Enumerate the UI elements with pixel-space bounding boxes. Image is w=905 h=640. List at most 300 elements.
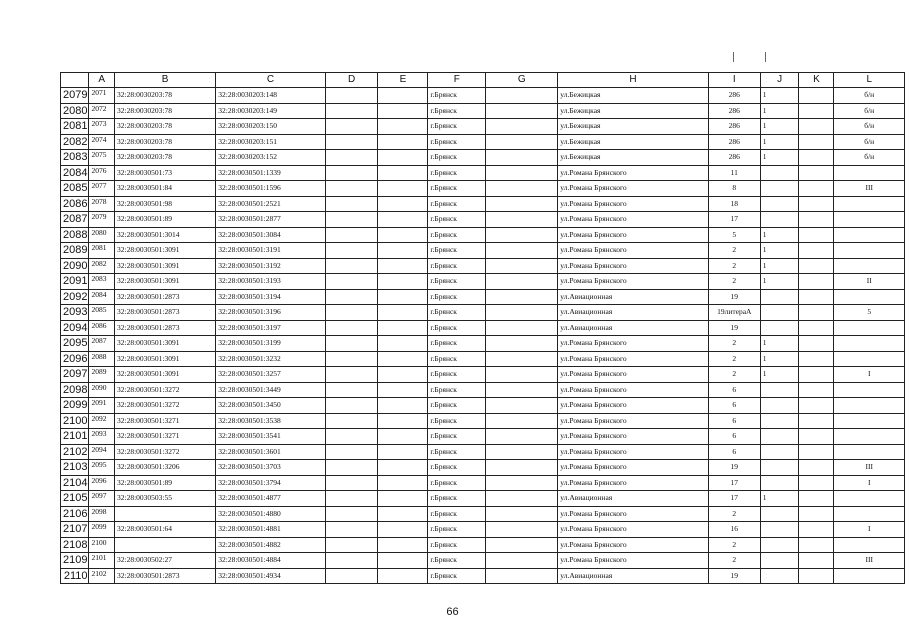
- cell-j: [760, 181, 799, 197]
- cell-d: [325, 181, 378, 197]
- cell-k: [799, 413, 834, 429]
- cell-i: 6: [708, 398, 760, 414]
- spreadsheet-table: [60, 72, 905, 584]
- row-number: 2093: [61, 305, 89, 321]
- cell-b: 32:28:0030501:3272: [115, 382, 216, 398]
- cell-k: [799, 336, 834, 352]
- cell-k: [799, 475, 834, 491]
- cell-e: [378, 212, 428, 228]
- table-row: [61, 289, 905, 305]
- cell-f: г.Брянск: [428, 134, 486, 150]
- cell-c: 32:28:0030203:151: [216, 134, 326, 150]
- cell-a: 2094: [89, 444, 115, 460]
- cell-g: [486, 119, 558, 135]
- cell-l: I: [834, 475, 905, 491]
- cell-i: 2: [708, 367, 760, 383]
- cell-g: [486, 212, 558, 228]
- table-row: [61, 506, 905, 522]
- cell-l: 5: [834, 305, 905, 321]
- cell-i: 19: [708, 289, 760, 305]
- cell-c: 32:28:0030501:4877: [216, 491, 326, 507]
- cell-e: [378, 134, 428, 150]
- cell-l: [834, 506, 905, 522]
- cell-a: 2078: [89, 196, 115, 212]
- cell-e: [378, 553, 428, 569]
- cell-c: 32:28:0030501:3449: [216, 382, 326, 398]
- cell-b: 32:28:0030501:3014: [115, 227, 216, 243]
- cell-h: ул.Романа Брянского: [558, 398, 709, 414]
- cell-d: [325, 119, 378, 135]
- cell-c: 32:28:0030501:3450: [216, 398, 326, 414]
- row-number: 2081: [61, 119, 89, 135]
- cell-e: [378, 119, 428, 135]
- cell-k: [799, 103, 834, 119]
- cell-c: 32:28:0030203:150: [216, 119, 326, 135]
- cell-k: [799, 134, 834, 150]
- cell-a: 2072: [89, 103, 115, 119]
- cell-e: [378, 382, 428, 398]
- cell-b: 32:28:0030501:2873: [115, 305, 216, 321]
- table-row: [61, 274, 905, 290]
- cell-a: 2091: [89, 398, 115, 414]
- cell-j: [760, 413, 799, 429]
- cell-j: 1: [760, 227, 799, 243]
- column-header-k: K: [799, 73, 834, 88]
- cell-i: 17: [708, 475, 760, 491]
- cell-h: ул.Романа Брянского: [558, 351, 709, 367]
- cell-c: 32:28:0030501:4881: [216, 522, 326, 538]
- cell-a: 2088: [89, 351, 115, 367]
- cell-j: 1: [760, 134, 799, 150]
- cell-b: 32:28:0030501:3091: [115, 274, 216, 290]
- cell-j: [760, 289, 799, 305]
- cell-f: г.Брянск: [428, 429, 486, 445]
- column-header-a: A: [89, 73, 115, 88]
- cell-f: г.Брянск: [428, 103, 486, 119]
- cell-j: 1: [760, 243, 799, 259]
- cell-j: [760, 320, 799, 336]
- cell-a: 2089: [89, 367, 115, 383]
- cell-h: ул.Романа Брянского: [558, 553, 709, 569]
- cell-g: [486, 413, 558, 429]
- cell-d: [325, 336, 378, 352]
- cell-d: [325, 475, 378, 491]
- cell-a: 2073: [89, 119, 115, 135]
- cell-l: б/н: [834, 103, 905, 119]
- cell-j: [760, 568, 799, 584]
- cell-c: 32:28:0030501:4884: [216, 553, 326, 569]
- cell-k: [799, 305, 834, 321]
- cell-b: 32:28:0030501:98: [115, 196, 216, 212]
- cell-e: [378, 103, 428, 119]
- table-row: [61, 568, 905, 584]
- cell-h: ул.Романа Брянского: [558, 165, 709, 181]
- column-header-row: [61, 73, 905, 88]
- cell-c: 32:28:0030501:2521: [216, 196, 326, 212]
- cell-g: [486, 568, 558, 584]
- row-number: 2095: [61, 336, 89, 352]
- cell-l: [834, 227, 905, 243]
- cell-l: [834, 568, 905, 584]
- column-header-j: J: [760, 73, 799, 88]
- column-header-l: L: [834, 73, 905, 88]
- cell-l: [834, 444, 905, 460]
- cell-h: ул.Романа Брянского: [558, 181, 709, 197]
- row-number: 2084: [61, 165, 89, 181]
- cell-k: [799, 367, 834, 383]
- cell-j: [760, 305, 799, 321]
- cell-c: 32:28:0030501:4882: [216, 537, 326, 553]
- cell-f: г.Брянск: [428, 537, 486, 553]
- cell-i: 2: [708, 553, 760, 569]
- cell-j: 1: [760, 258, 799, 274]
- cell-a: 2079: [89, 212, 115, 228]
- table-row: [61, 336, 905, 352]
- cell-a: 2097: [89, 491, 115, 507]
- cell-l: [834, 336, 905, 352]
- cell-e: [378, 320, 428, 336]
- cell-h: ул.Романа Брянского: [558, 475, 709, 491]
- cell-e: [378, 181, 428, 197]
- cell-j: [760, 522, 799, 538]
- cell-b: 32:28:0030501:89: [115, 475, 216, 491]
- cell-f: г.Брянск: [428, 475, 486, 491]
- cell-i: 2: [708, 243, 760, 259]
- cell-l: [834, 289, 905, 305]
- cell-c: 32:28:0030203:149: [216, 103, 326, 119]
- cell-e: [378, 413, 428, 429]
- row-number: 2105: [61, 491, 89, 507]
- cell-h: ул.Романа Брянского: [558, 212, 709, 228]
- cell-a: 2085: [89, 305, 115, 321]
- cell-a: 2081: [89, 243, 115, 259]
- table-row: [61, 165, 905, 181]
- table-row: [61, 444, 905, 460]
- table-row: [61, 196, 905, 212]
- cell-c: 32:28:0030501:4934: [216, 568, 326, 584]
- cell-f: г.Брянск: [428, 150, 486, 166]
- cell-j: [760, 460, 799, 476]
- corner-header: [61, 73, 89, 88]
- cell-i: 286: [708, 119, 760, 135]
- row-number: 2098: [61, 382, 89, 398]
- cell-i: 17: [708, 212, 760, 228]
- cell-d: [325, 506, 378, 522]
- cell-h: ул.Бежицкая: [558, 88, 709, 104]
- cell-j: 1: [760, 88, 799, 104]
- cell-k: [799, 165, 834, 181]
- cell-l: [834, 212, 905, 228]
- cell-c: 32:28:0030501:3538: [216, 413, 326, 429]
- cell-l: [834, 165, 905, 181]
- cell-h: ул.Авиационная: [558, 289, 709, 305]
- table-row: [61, 398, 905, 414]
- table-row: [61, 181, 905, 197]
- table-row: [61, 103, 905, 119]
- row-number: 2094: [61, 320, 89, 336]
- cell-k: [799, 88, 834, 104]
- cell-f: г.Брянск: [428, 336, 486, 352]
- cell-f: г.Брянск: [428, 398, 486, 414]
- cell-k: [799, 150, 834, 166]
- cell-e: [378, 88, 428, 104]
- cell-i: 19: [708, 568, 760, 584]
- cell-b: 32:28:0030502:27: [115, 553, 216, 569]
- cell-b: 32:28:0030203:78: [115, 134, 216, 150]
- cell-c: 32:28:0030501:3541: [216, 429, 326, 445]
- cell-i: 11: [708, 165, 760, 181]
- cell-d: [325, 289, 378, 305]
- cell-f: г.Брянск: [428, 460, 486, 476]
- cell-j: 1: [760, 103, 799, 119]
- row-number: 2092: [61, 289, 89, 305]
- cell-k: [799, 289, 834, 305]
- cell-a: 2095: [89, 460, 115, 476]
- cell-a: 2102: [89, 568, 115, 584]
- row-number: 2102: [61, 444, 89, 460]
- row-number: 2107: [61, 522, 89, 538]
- cell-h: ул.Романа Брянского: [558, 522, 709, 538]
- cell-e: [378, 568, 428, 584]
- cell-j: 1: [760, 336, 799, 352]
- table-row: [61, 553, 905, 569]
- cell-l: [834, 320, 905, 336]
- cell-k: [799, 258, 834, 274]
- cell-d: [325, 274, 378, 290]
- cell-f: г.Брянск: [428, 181, 486, 197]
- cell-c: 32:28:0030501:3232: [216, 351, 326, 367]
- cell-j: [760, 196, 799, 212]
- cell-e: [378, 429, 428, 445]
- column-header-d: D: [325, 73, 378, 88]
- cell-c: 32:28:0030501:3196: [216, 305, 326, 321]
- cell-h: ул.Бежицкая: [558, 150, 709, 166]
- cell-e: [378, 227, 428, 243]
- cell-f: г.Брянск: [428, 196, 486, 212]
- cell-d: [325, 134, 378, 150]
- cell-g: [486, 196, 558, 212]
- cell-e: [378, 506, 428, 522]
- cell-l: III: [834, 181, 905, 197]
- cell-j: 1: [760, 351, 799, 367]
- cell-f: г.Брянск: [428, 119, 486, 135]
- cell-k: [799, 196, 834, 212]
- cell-g: [486, 429, 558, 445]
- cell-i: 2: [708, 351, 760, 367]
- cell-h: ул.Романа Брянского: [558, 274, 709, 290]
- cell-h: ул.Бежицкая: [558, 119, 709, 135]
- cell-i: 286: [708, 134, 760, 150]
- row-number: 2104: [61, 475, 89, 491]
- row-number: 2083: [61, 150, 89, 166]
- cell-k: [799, 212, 834, 228]
- cell-j: 1: [760, 119, 799, 135]
- cell-e: [378, 150, 428, 166]
- cell-b: 32:28:0030501:3206: [115, 460, 216, 476]
- row-number: 2089: [61, 243, 89, 259]
- cell-f: г.Брянск: [428, 553, 486, 569]
- cell-c: 32:28:0030501:3192: [216, 258, 326, 274]
- cell-i: 2: [708, 274, 760, 290]
- cell-b: [115, 537, 216, 553]
- cell-f: г.Брянск: [428, 568, 486, 584]
- cell-b: 32:28:0030501:3271: [115, 429, 216, 445]
- table-row: [61, 367, 905, 383]
- cell-i: 286: [708, 103, 760, 119]
- cell-h: ул.Романа Брянского: [558, 258, 709, 274]
- cell-g: [486, 537, 558, 553]
- cell-d: [325, 568, 378, 584]
- cell-b: 32:28:0030501:84: [115, 181, 216, 197]
- table-row: [61, 382, 905, 398]
- cell-l: III: [834, 460, 905, 476]
- cell-a: 2083: [89, 274, 115, 290]
- cell-g: [486, 289, 558, 305]
- cell-k: [799, 491, 834, 507]
- cell-k: [799, 398, 834, 414]
- cell-c: 32:28:0030501:1339: [216, 165, 326, 181]
- cell-g: [486, 506, 558, 522]
- cell-e: [378, 243, 428, 259]
- cell-c: 32:28:0030501:3084: [216, 227, 326, 243]
- cell-a: 2098: [89, 506, 115, 522]
- cell-b: 32:28:0030501:3091: [115, 351, 216, 367]
- cell-g: [486, 398, 558, 414]
- cell-l: б/н: [834, 134, 905, 150]
- cell-f: г.Брянск: [428, 491, 486, 507]
- cell-j: 1: [760, 367, 799, 383]
- cell-h: ул.Авиационная: [558, 491, 709, 507]
- cell-i: 6: [708, 382, 760, 398]
- cell-g: [486, 475, 558, 491]
- cell-j: [760, 444, 799, 460]
- table-row: [61, 460, 905, 476]
- cell-l: [834, 382, 905, 398]
- cell-b: 32:28:0030501:2873: [115, 568, 216, 584]
- cell-b: 32:28:0030501:3091: [115, 243, 216, 259]
- cell-k: [799, 444, 834, 460]
- cell-f: г.Брянск: [428, 320, 486, 336]
- cell-h: ул.Авиационная: [558, 305, 709, 321]
- page-number: 66: [446, 606, 459, 618]
- table-row: [61, 119, 905, 135]
- cell-i: 18: [708, 196, 760, 212]
- cell-b: 32:28:0030501:3091: [115, 336, 216, 352]
- cell-c: 32:28:0030501:3601: [216, 444, 326, 460]
- cell-d: [325, 165, 378, 181]
- cell-d: [325, 305, 378, 321]
- cell-f: г.Брянск: [428, 88, 486, 104]
- cell-a: 2086: [89, 320, 115, 336]
- cell-k: [799, 506, 834, 522]
- table-row: [61, 351, 905, 367]
- cell-e: [378, 336, 428, 352]
- cell-k: [799, 568, 834, 584]
- cell-i: 8: [708, 181, 760, 197]
- cell-h: ул.Романа Брянского: [558, 413, 709, 429]
- cell-g: [486, 382, 558, 398]
- cell-c: 32:28:0030501:3191: [216, 243, 326, 259]
- cell-b: 32:28:0030501:3272: [115, 398, 216, 414]
- cell-l: [834, 537, 905, 553]
- cell-a: 2093: [89, 429, 115, 445]
- cell-d: [325, 88, 378, 104]
- cell-h: ул.Романа Брянского: [558, 444, 709, 460]
- cell-d: [325, 537, 378, 553]
- row-number: 2106: [61, 506, 89, 522]
- cell-g: [486, 227, 558, 243]
- cell-c: 32:28:0030501:3197: [216, 320, 326, 336]
- table-row: [61, 413, 905, 429]
- row-number: 2087: [61, 212, 89, 228]
- cell-e: [378, 398, 428, 414]
- cell-i: 2: [708, 336, 760, 352]
- cell-i: 19: [708, 460, 760, 476]
- cell-g: [486, 336, 558, 352]
- cell-c: 32:28:0030501:4880: [216, 506, 326, 522]
- cell-i: 6: [708, 429, 760, 445]
- cell-a: 2101: [89, 553, 115, 569]
- cell-e: [378, 289, 428, 305]
- cell-i: 286: [708, 150, 760, 166]
- cell-e: [378, 537, 428, 553]
- cell-e: [378, 460, 428, 476]
- cell-d: [325, 196, 378, 212]
- table-row: [61, 522, 905, 538]
- cell-a: 2090: [89, 382, 115, 398]
- cell-c: 32:28:0030203:148: [216, 88, 326, 104]
- cell-l: III: [834, 553, 905, 569]
- cell-j: 1: [760, 150, 799, 166]
- row-number: 2109: [61, 553, 89, 569]
- cell-k: [799, 351, 834, 367]
- cell-b: 32:28:0030501:3091: [115, 367, 216, 383]
- cell-l: I: [834, 522, 905, 538]
- cell-f: г.Брянск: [428, 522, 486, 538]
- cell-i: 6: [708, 413, 760, 429]
- cell-k: [799, 553, 834, 569]
- cell-h: ул.Романа Брянского: [558, 506, 709, 522]
- cell-a: 2077: [89, 181, 115, 197]
- cell-g: [486, 274, 558, 290]
- table-row: [61, 258, 905, 274]
- cell-c: 32:28:0030501:3794: [216, 475, 326, 491]
- cell-f: г.Брянск: [428, 274, 486, 290]
- column-header-f: F: [428, 73, 486, 88]
- cell-l: [834, 351, 905, 367]
- cell-g: [486, 165, 558, 181]
- cell-k: [799, 227, 834, 243]
- cell-k: [799, 522, 834, 538]
- cell-j: [760, 165, 799, 181]
- cell-a: 2087: [89, 336, 115, 352]
- cell-f: г.Брянск: [428, 444, 486, 460]
- row-number: 2086: [61, 196, 89, 212]
- cell-i: 2: [708, 258, 760, 274]
- cell-g: [486, 258, 558, 274]
- cell-f: г.Брянск: [428, 305, 486, 321]
- cell-d: [325, 367, 378, 383]
- cell-l: I: [834, 367, 905, 383]
- row-number: 2080: [61, 103, 89, 119]
- cell-k: [799, 382, 834, 398]
- cell-c: 32:28:0030501:3194: [216, 289, 326, 305]
- cell-k: [799, 274, 834, 290]
- table-row: [61, 150, 905, 166]
- table-row: [61, 491, 905, 507]
- cell-e: [378, 522, 428, 538]
- cell-h: ул.Романа Брянского: [558, 460, 709, 476]
